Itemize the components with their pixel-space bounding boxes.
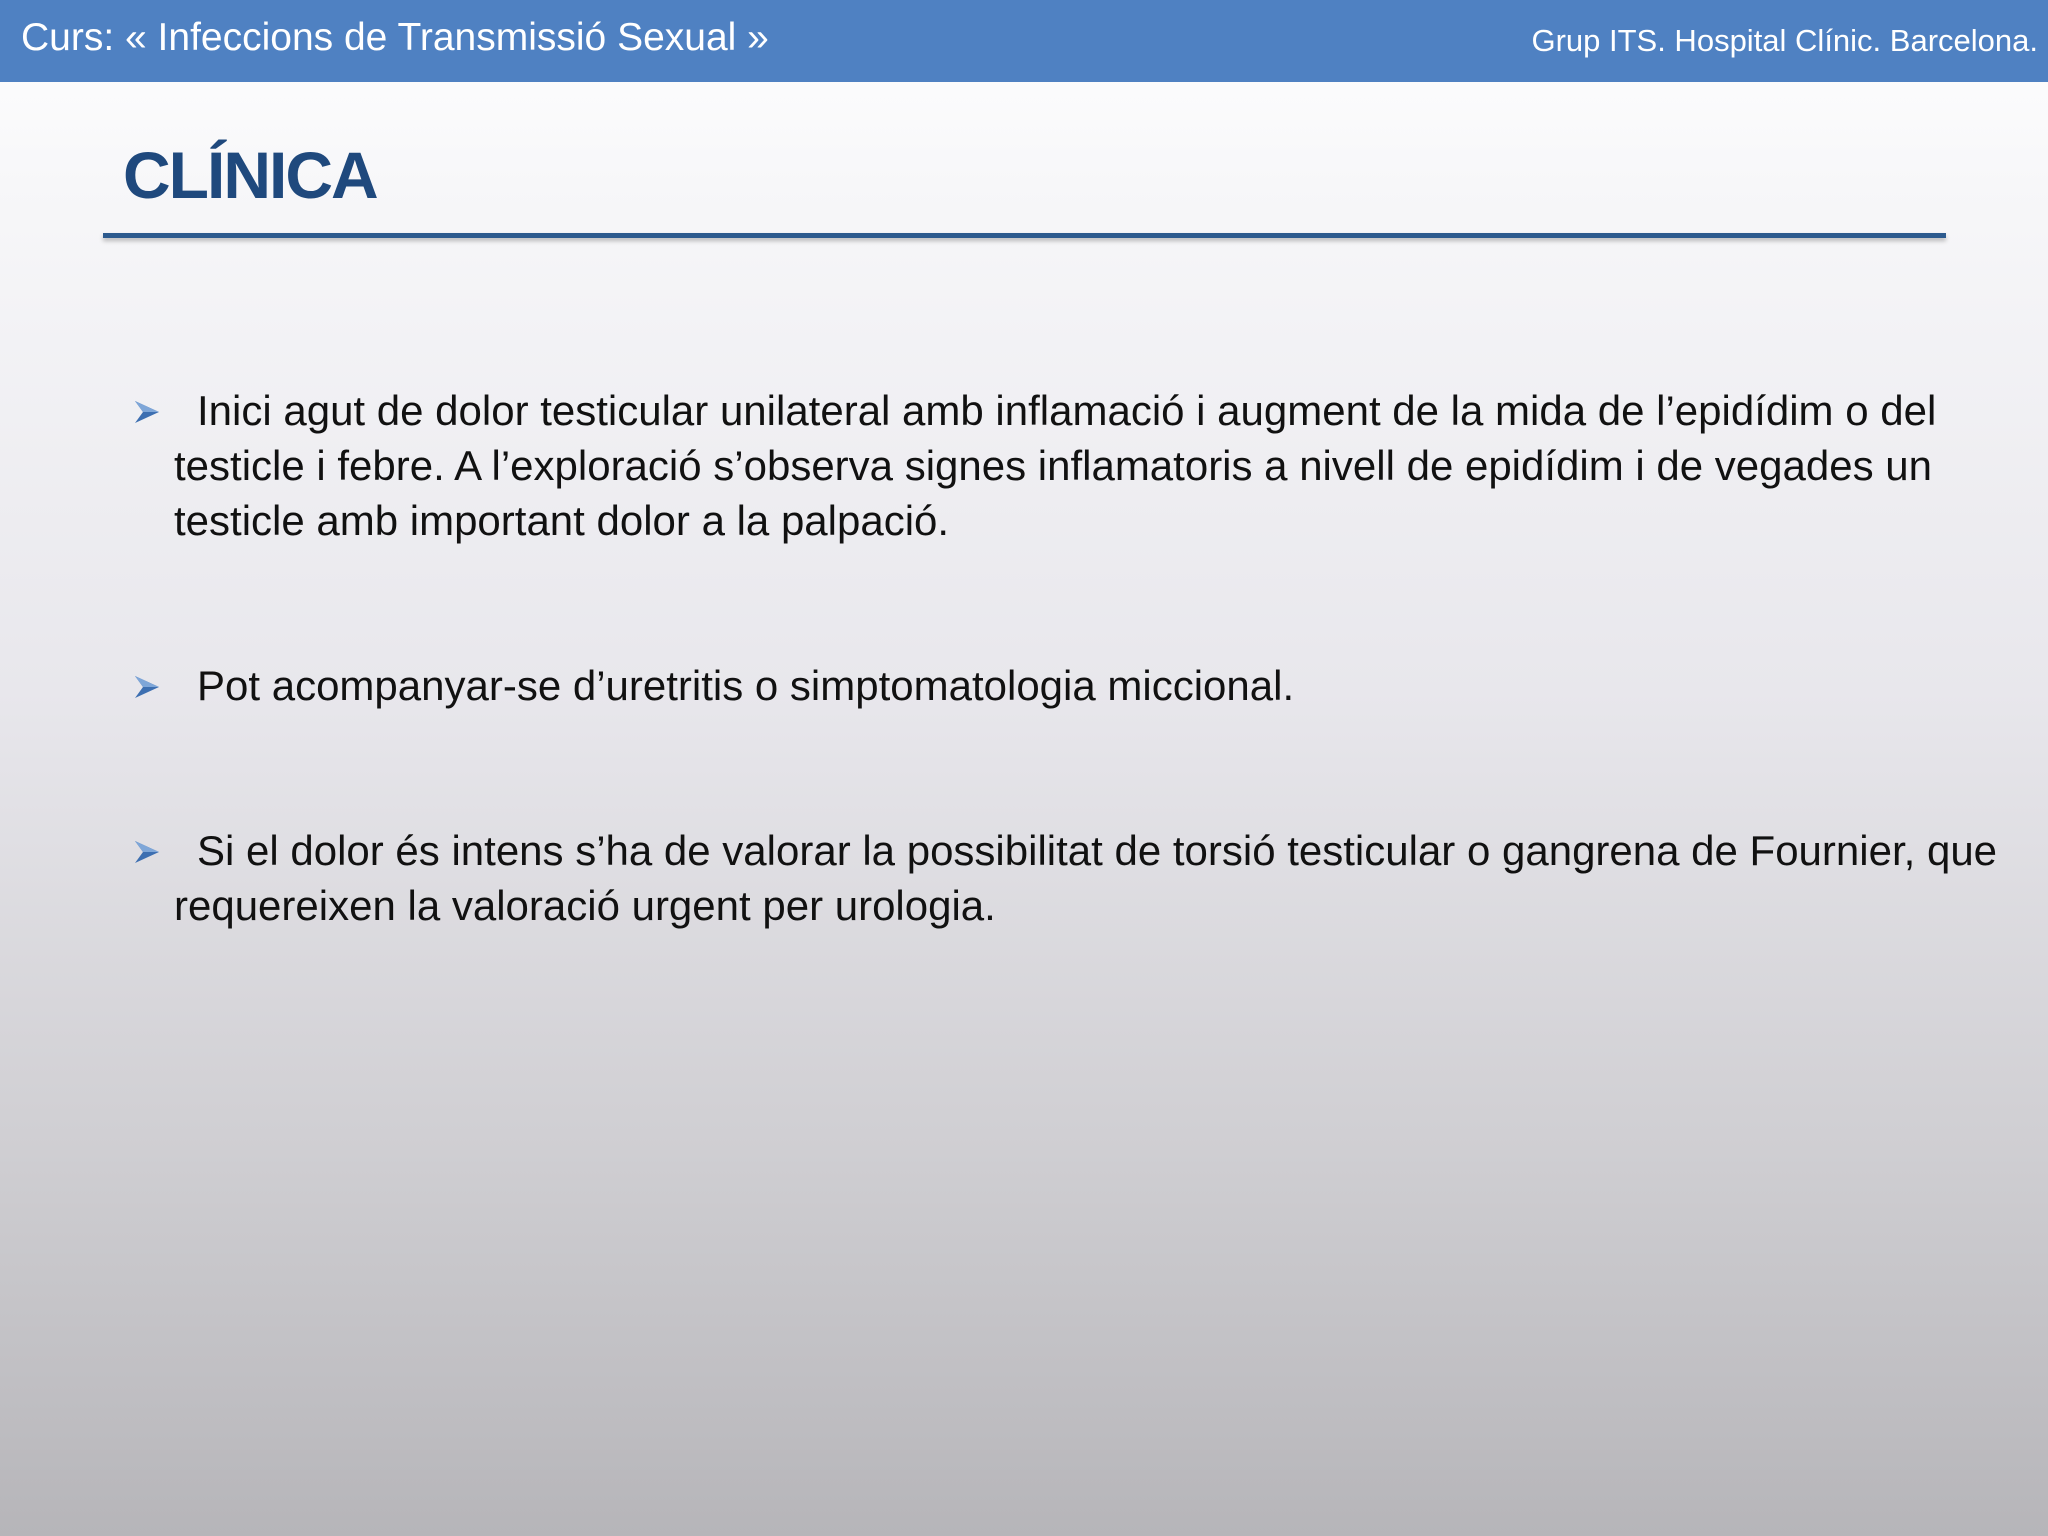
course-header-bar — [0, 0, 2048, 82]
title-divider — [103, 233, 1946, 238]
bullet-text: Si el dolor és intens s’ha de valorar la possibilitat de torsió testicular o gangrena de Fournier, que requereixen la valoració urgent per urologia. — [174, 827, 1998, 929]
course-title: Curs: « Infeccions de Transmissió Sexual » — [21, 16, 769, 59]
slide-title: CLÍNICA — [123, 138, 377, 212]
arrow-bullet-icon — [132, 837, 162, 867]
arrow-bullet-icon — [132, 397, 162, 427]
bullet-item — [132, 383, 2024, 548]
bullet-text: Inici agut de dolor testicular unilateral amb inflamació i augment de la mida de l’epidídim o del testicle i febre. A l’exploració s’observa signes inflamatoris a nivell de epidídim i de vegades un testicle amb important dolor a la palpació. — [174, 387, 1937, 544]
arrow-bullet-icon — [132, 672, 162, 702]
bullet-item — [132, 658, 2024, 713]
bullet-item — [132, 823, 2024, 933]
bullet-text: Pot acompanyar-se d’uretritis o simptomatologia miccional. — [197, 662, 1295, 709]
institution-label: Grup ITS. Hospital Clínic. Barcelona. — [1531, 23, 2038, 58]
